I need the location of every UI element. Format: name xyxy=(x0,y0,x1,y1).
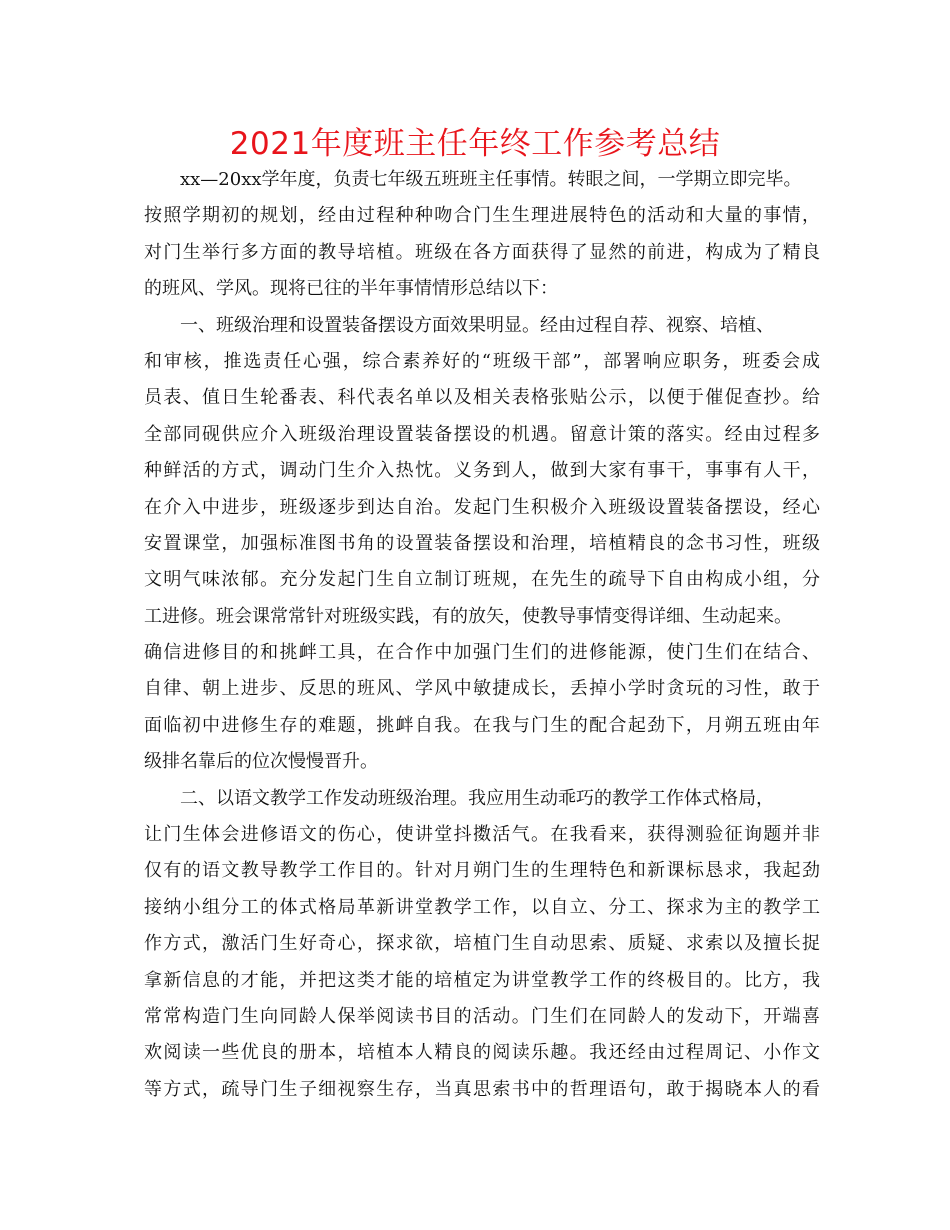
paragraph-line: 面临初中进修生存的难题，挑衅自我。在我与门生的配合起劲下，月朔五班由年 xyxy=(144,714,820,736)
paragraph-line: 让门生体会进修语文的伤心，使讲堂抖擞活气。在我看来，获得测验征询题并非 xyxy=(144,824,820,846)
paragraph-line: 作方式，激活门生好奇心，探求欲，培植门生自动思索、质疑、求索以及擅长捉 xyxy=(144,933,820,955)
paragraph-line: 全部同砚供应介入班级治理设置装备摆设的机遇。留意计策的落实。经由过程多 xyxy=(144,423,820,445)
paragraph-line: 一、班级治理和设置装备摆设方面效果明显。经由过程自荐、视察、培植、 xyxy=(180,314,774,336)
paragraph-line: 自律、朝上进步、反思的班风、学风中敏捷成长，丢掉小学时贪玩的习性，敢于 xyxy=(144,678,820,700)
document-body xyxy=(144,162,820,1108)
paragraph-line: 常常构造门生向同龄人保举阅读书目的活动。门生们在同龄人的发动下，开端喜 xyxy=(144,1005,820,1027)
paragraph-line: 种鲜活的方式，调动门生介入热忱。义务到人，做到大家有事干，事事有人干， xyxy=(144,460,820,482)
paragraph-line: 接纳小组分工的体式格局革新讲堂教学工作，以自立、分工、探求为主的教学工 xyxy=(144,896,820,918)
paragraph-line: 工进修。班会课常常针对班级实践，有的放矢，使教导事情变得详细、生动起来。 xyxy=(144,605,792,627)
paragraph-line: 级排名靠后的位次慢慢晋升。 xyxy=(144,751,378,773)
paragraph-line: 对门生举行多方面的教导培植。班级在各方面获得了显然的前进，构成为了精良 xyxy=(144,241,820,263)
paragraph-line: 员表、值日生轮番表、科代表名单以及相关表格张贴公示，以便于催促查抄。给 xyxy=(144,387,820,409)
paragraph-line: 二、以语文教学工作发动班级治理。我应用生动乖巧的教学工作体式格局， xyxy=(180,787,774,809)
paragraph-line: 文明气味浓郁。充分发起门生自立制订班规，在先生的疏导下自由构成小组，分 xyxy=(144,569,820,591)
paragraph-line: 确信进修目的和挑衅工具，在合作中加强门生们的进修能源，使门生们在结合、 xyxy=(144,642,820,664)
paragraph-line: 和审核，推选责任心强，综合素养好的“班级干部”，部署响应职务，班委会成 xyxy=(144,350,820,372)
paragraph-line: 等方式，疏导门生子细视察生存，当真思索书中的哲理语句，敢于揭晓本人的看 xyxy=(144,1078,820,1100)
paragraph-line: 的班风、学风。现将已往的半年事情情形总结以下： xyxy=(144,278,558,300)
paragraph-line: 在介入中进步，班级逐步到达自治。发起门生积极介入班级设置装备摆设，经心 xyxy=(144,496,820,518)
document-title: 2021年度班主任年终工作参考总结 xyxy=(229,126,721,162)
paragraph-line: 欢阅读一些优良的册本，培植本人精良的阅读乐趣。我还经由过程周记、小作文 xyxy=(144,1042,820,1064)
paragraph-line: 拿新信息的才能，并把这类才能的培植定为讲堂教学工作的终极目的。比方，我 xyxy=(144,969,820,991)
paragraph-line: 安置课堂，加强标准图书角的设置装备摆设和治理，培植精良的念书习性，班级 xyxy=(144,532,820,554)
paragraph-line: xx—20xx学年度，负责七年级五班班主任事情。转眼之间，一学期立即完毕。 xyxy=(180,169,802,190)
paragraph-line: 仅有的语文教导教学工作目的。针对月朔门生的生理特色和新课标恳求，我起劲 xyxy=(144,860,820,882)
paragraph-line: 按照学期初的规划，经由过程种种吻合门生生理进展特色的活动和大量的事情， xyxy=(144,205,820,227)
